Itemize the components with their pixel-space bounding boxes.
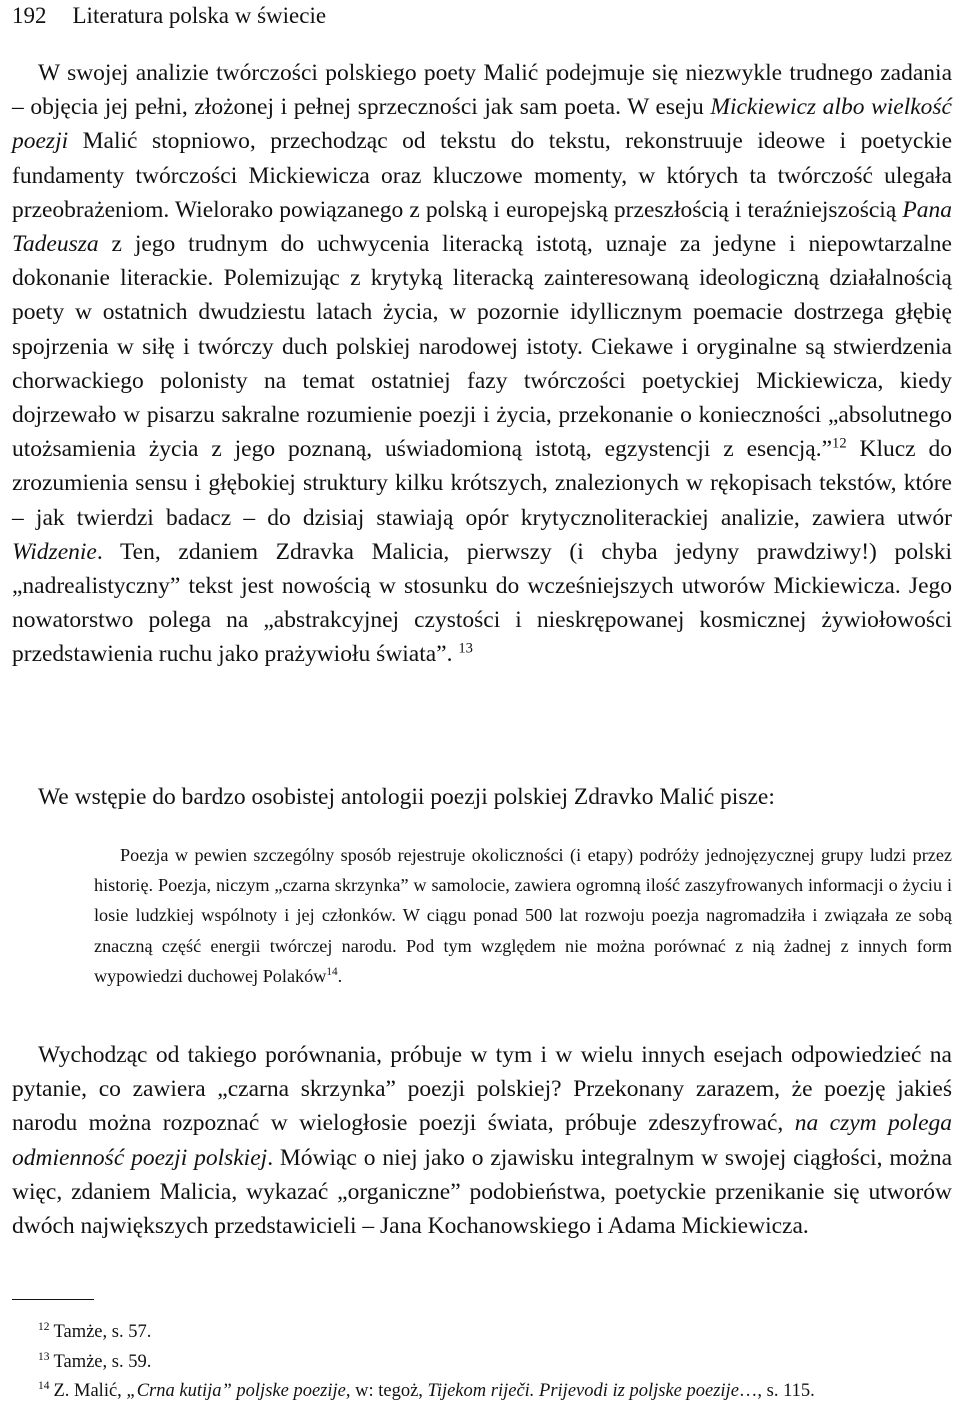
- footnote-13-number: 13: [38, 1351, 50, 1364]
- emphasis-odmiennosc: na czym polega odmienność poezji polskiej: [12, 1110, 952, 1171]
- paragraph-1-text-d: Klucz do zrozumienia sensu i głębokiej struktury kilku krótszych, znalezionych w rękopisach tekstów, które – jak twierdzi badacz – do dzisiaj stawiają opór krytycznoliterackiej analizie, zawiera utwór: [12, 436, 952, 531]
- paragraph-3: [12, 1038, 952, 1243]
- essay-title-mickiewicz: Mickiewicz albo wielkość poezji: [12, 94, 952, 155]
- footnote-14-text-c: …, s. 115.: [738, 1381, 815, 1401]
- paragraph-1-text-e: . Ten, zdaniem Zdravka Malicia, pierwszy (i chyba jedyny prawdziwy!) polski „nadrealistyczny” tekst jest nowością w stosunku do wcześniejszych utworów Mickiewicza. Jego nowatorstwo polega na „abstrakcyjnej czystości i nieskrępowanej kosmicznej żywiołowości przedstawienia ruchu jako prażywiołu świata”.: [12, 538, 952, 668]
- paragraph-1-text-b: Malić stopniowo, przechodząc od tekstu do tekstu, rekonstruuje ideowe i poetyckie fundamenty twórczości Mickiewicza oraz kluczowe momenty, w których ta twórczość ulegała przeobrażeniom. Wielorako powiązanego z polską i europejską przeszłością i teraźniejszością: [12, 128, 952, 223]
- paragraph-3-text-a: Wychodząc od takiego porównania, próbuje w tym i w wielu innych esejach odpowiedzieć na pytanie, co zawiera „czarna skrzynka” poezji polskiej? Przekonany zarazem, że poezję jakieś narodu można rozpoznać w wielogłosie poezji świata, próbuje zdeszyfrować,: [12, 1042, 952, 1137]
- footnote-13-text: Tamże, s. 59.: [53, 1352, 152, 1372]
- running-header: [12, 2, 326, 30]
- footnote-14-title-a: „Crna kutija” poljske poezije: [126, 1381, 346, 1401]
- footnote-14: [12, 1377, 952, 1405]
- block-quote-end: .: [337, 965, 343, 986]
- footnote-12-number: 12: [38, 1321, 50, 1334]
- work-title-widzenie: Widzenie: [12, 538, 97, 565]
- page-number: 192: [12, 3, 47, 28]
- footnote-14-number: 14: [38, 1380, 50, 1393]
- footnote-12: [12, 1318, 960, 1346]
- footnote-ref-12[interactable]: 12: [832, 435, 847, 452]
- block-quote: [94, 840, 952, 991]
- footnote-14-text-b: , w: tegoż,: [345, 1381, 428, 1401]
- footnote-12-text: Tamże, s. 57.: [53, 1322, 152, 1342]
- footnote-divider: [12, 1299, 94, 1300]
- paragraph-2: We wstępie do bardzo osobistej antologii poezji polskiej Zdravko Malić pisze:: [38, 784, 775, 810]
- paragraph-1-text-a: W swojej analizie twórczości polskiego poety Malić podejmuje się niezwykle trudnego zadania – objęcia jej pełni, złożonej i pełnej sprzeczności jak sam poeta. W eseju: [12, 60, 952, 121]
- footnote-14-title-b: Tijekom riječi. Prijevodi iz poljske poezije: [427, 1381, 739, 1401]
- footnote-14-text-a: Z. Malić,: [53, 1381, 127, 1401]
- running-title: Literatura polska w świecie: [72, 3, 327, 28]
- footnote-ref-13[interactable]: 13: [458, 640, 473, 657]
- paragraph-1: [12, 56, 952, 672]
- paragraph-3-text-b: . Mówiąc o niej jako o zjawisku integralnym w swojej ciągłości, można więc, zdaniem Malicia, wykazać „organiczne” podobieństwa, poetyckie przenikanie się utworów dwóch największych przedstawicieli – Jana Kochanowskiego i Adama Mickiewicza.: [12, 1144, 953, 1240]
- work-title-pan-tadeusz: Pana Tadeusza: [12, 196, 952, 258]
- footnote-13: [12, 1348, 960, 1376]
- footnote-ref-14[interactable]: 14: [326, 966, 338, 979]
- paragraph-1-text-c: z jego trudnym do uchwycenia literacką istotą, uznaje za jedyne i niepowtarzalne dokonanie literackie. Polemizując z krytyką literacką zainteresowaną ideologiczną działalnością poety w ostatnich dwudziestu latach życia, w pozornie idyllicznym poemacie dostrzega głębię spojrzenia w siłę i twórczy duch polskiej narodowej istoty. Ciekawe i oryginalne są stwierdzenia chorwackiego polonisty na temat ostatniej fazy twórczości poetyckiej Mickiewicza, kiedy dojrzewało w pisarzu sakralne rozumienie poezji i życia, przekonanie o konieczności „absolutnego utożsamienia życia z jego poznaną, uświadomioną istotą, egzystencji z esencją.”: [12, 231, 952, 463]
- block-quote-text: Poezja w pewien szczególny sposób rejestruje okoliczności (i etapy) podróży jednojęzycznej grupy ludzi przez historię. Poezja, niczym „czarna skrzynka” w samolocie, zawiera ogromną ilość zaszyfrowanych informacji o życiu i losie ludzkiej wspólnoty i jej członków. W ciągu ponad 500 lat rozwoju poezja nagromadziła i związała ze sobą znaczną część energii twórczej narodu. Pod tym względem nie można porównać z nią żadnej z innych form wypowiedzi duchowej Polaków: [94, 845, 952, 986]
